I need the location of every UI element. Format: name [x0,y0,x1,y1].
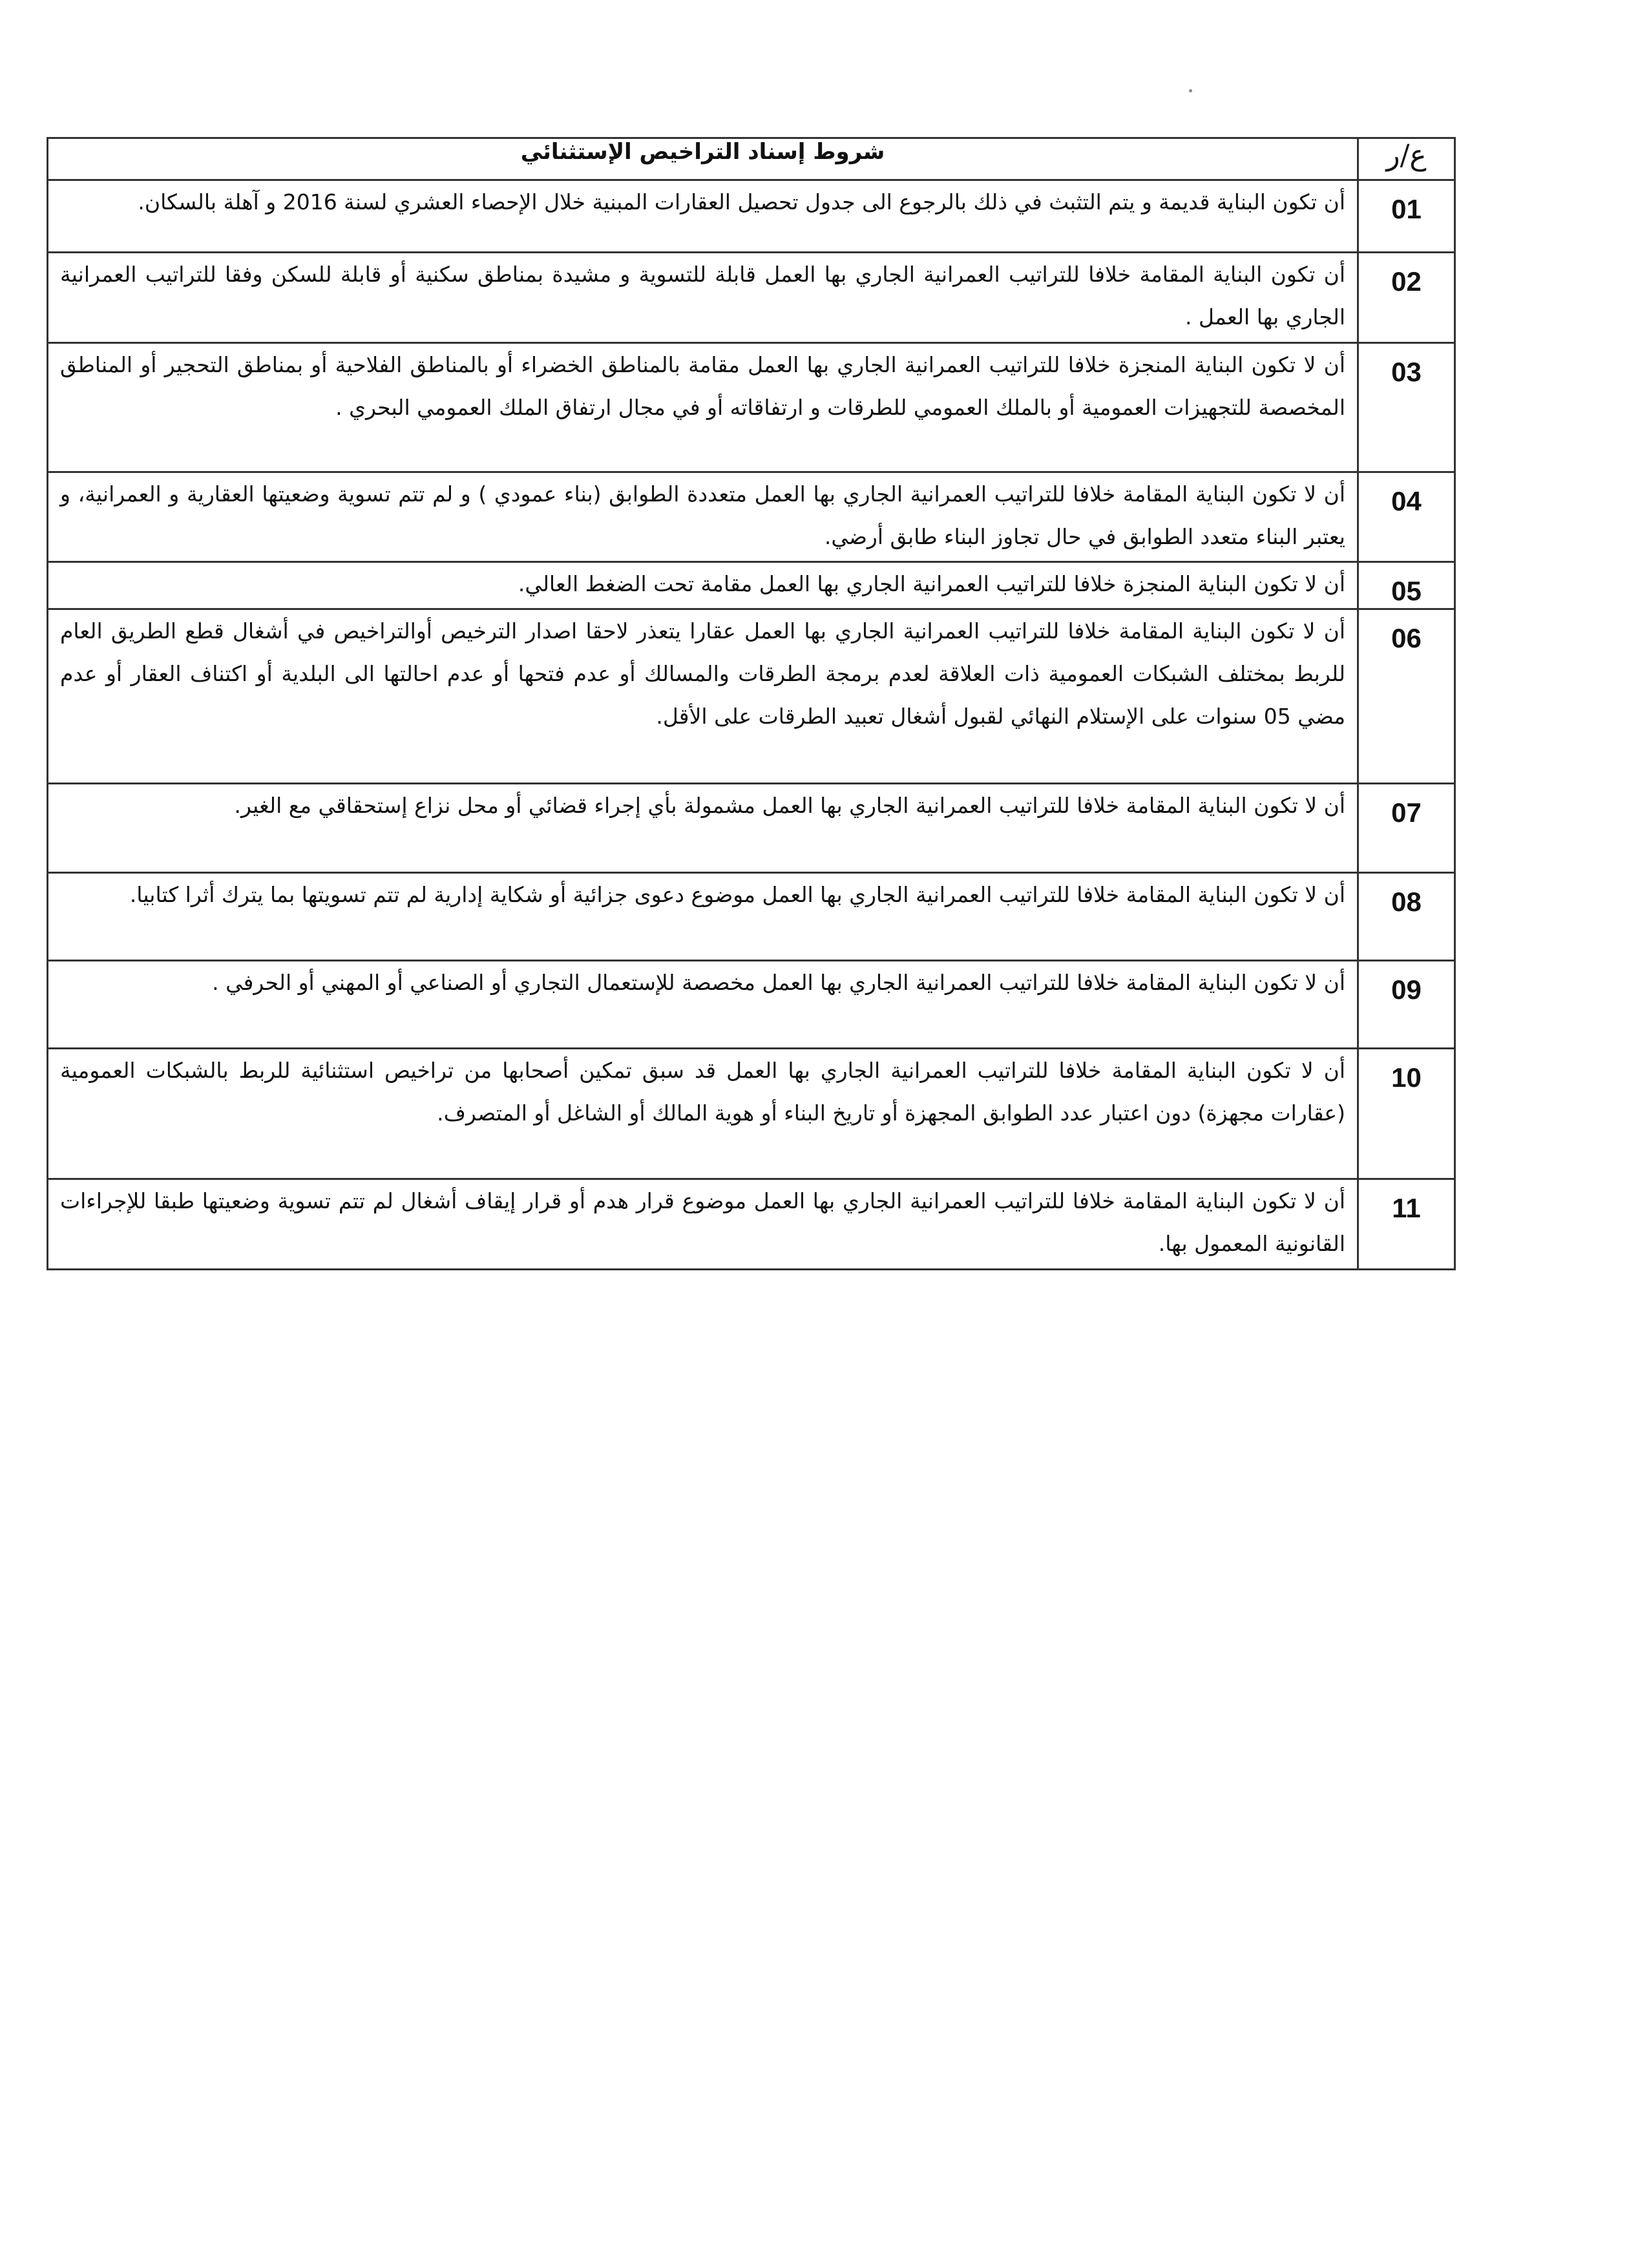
conditions-table [47,137,1456,1270]
row-number: 01 [1358,180,1455,253]
table-row [48,784,1455,873]
row-number: 11 [1358,1179,1455,1270]
condition-text: أن لا تكون البناية المنجزة خلافا للتراتيب العمرانية الجاري بها العمل مقامة تحت الضغط العالي. [48,562,1358,609]
table-row [48,961,1455,1049]
condition-text: أن تكون البناية قديمة و يتم التثبث في ذلك بالرجوع الى جدول تحصيل العقارات المبنية خلال الإحصاء العشري لسنة 2016 و آهلة بالسكان. [48,180,1358,253]
condition-text: أن لا تكون البناية المقامة خلافا للتراتيب العمرانية الجاري بها العمل قد سبق تمكين أصحابها من تراخيص استثنائية للربط بالشبكات العمومية (عقارات مجهزة) دون اعتبار عدد الطوابق المجهزة أو تاريخ البناء أو هوية المالك أو الشاغل أو المتصرف. [48,1049,1358,1179]
row-number: 08 [1358,873,1455,961]
table-row [48,1179,1455,1270]
row-number: 03 [1358,343,1455,472]
condition-text: أن لا تكون البناية المقامة خلافا للتراتيب العمرانية الجاري بها العمل متعددة الطوابق (بناء عمودي ) و لم تتم تسوية وضعيتها العقارية و العمرانية، و يعتبر البناء متعدد الطوابق في حال تجاوز البناء طابق أرضي. [48,472,1358,562]
row-number: 06 [1358,609,1455,784]
row-number: 09 [1358,961,1455,1049]
row-number: 02 [1358,253,1455,343]
conditions-body [48,180,1455,1270]
table-row [48,180,1455,253]
table-row [48,253,1455,343]
condition-text: أن لا تكون البناية المقامة خلافا للتراتيب العمرانية الجاري بها العمل مخصصة للإستعمال التجاري أو الصناعي أو المهني أو الحرفي . [48,961,1358,1049]
table-row [48,1049,1455,1179]
row-number: 05 [1358,562,1455,609]
table-row [48,873,1455,961]
condition-text: أن لا تكون البناية المنجزة خلافا للتراتيب العمرانية الجاري بها العمل مقامة بالمناطق الخضراء أو بالمناطق الفلاحية أو بمناطق التحجير أو المناطق المخصصة للتجهيزات العمومية أو بالملك العمومي للطرقات و ارتفاقاته أو في مجال ارتفاق الملك العمومي البحري . [48,343,1358,472]
row-number: 07 [1358,784,1455,873]
number-column-header: ع/ر [1358,138,1455,180]
row-number: 10 [1358,1049,1455,1179]
condition-text: أن لا تكون البناية المقامة خلافا للتراتيب العمرانية الجاري بها العمل موضوع قرار هدم أو قرار إيقاف أشغال لم تتم تسوية وضعيتها طبقا للإجراءات القانونية المعمول بها. [48,1179,1358,1270]
condition-text: أن لا تكون البناية المقامة خلافا للتراتيب العمرانية الجاري بها العمل عقارا يتعذر لاحقا اصدار الترخيص أوالتراخيص في أشغال قطع الطريق العام للربط بمختلف الشبكات العمومية ذات العلاقة لعدم برمجة الطرقات والمسالك أو عدم فتحها أو عدم احالتها الى البلدية أو اكتناف العقار أو عدم مضي 05 سنوات على الإستلام النهائي لقبول أشغال تعبيد الطرقات على الأقل. [48,609,1358,784]
table-row [48,343,1455,472]
table-title: شروط إسناد التراخيص الإستثنائي [48,138,1358,180]
scan-speck [1189,89,1192,92]
table-row [48,472,1455,562]
row-number: 04 [1358,472,1455,562]
table-header-row [48,138,1455,180]
table-row [48,609,1455,784]
condition-text: أن لا تكون البناية المقامة خلافا للتراتيب العمرانية الجاري بها العمل مشمولة بأي إجراء قضائي أو محل نزاع إستحقاقي مع الغير. [48,784,1358,873]
condition-text: أن لا تكون البناية المقامة خلافا للتراتيب العمرانية الجاري بها العمل موضوع دعوى جزائية أو شكاية إدارية لم تتم تسويتها بما يترك أثرا كتابيا. [48,873,1358,961]
table-row [48,562,1455,609]
condition-text: أن تكون البناية المقامة خلافا للتراتيب العمرانية الجاري بها العمل قابلة للتسوية و مشيدة بمناطق سكنية أو قابلة للسكن وفقا للتراتيب العمرانية الجاري بها العمل . [48,253,1358,343]
